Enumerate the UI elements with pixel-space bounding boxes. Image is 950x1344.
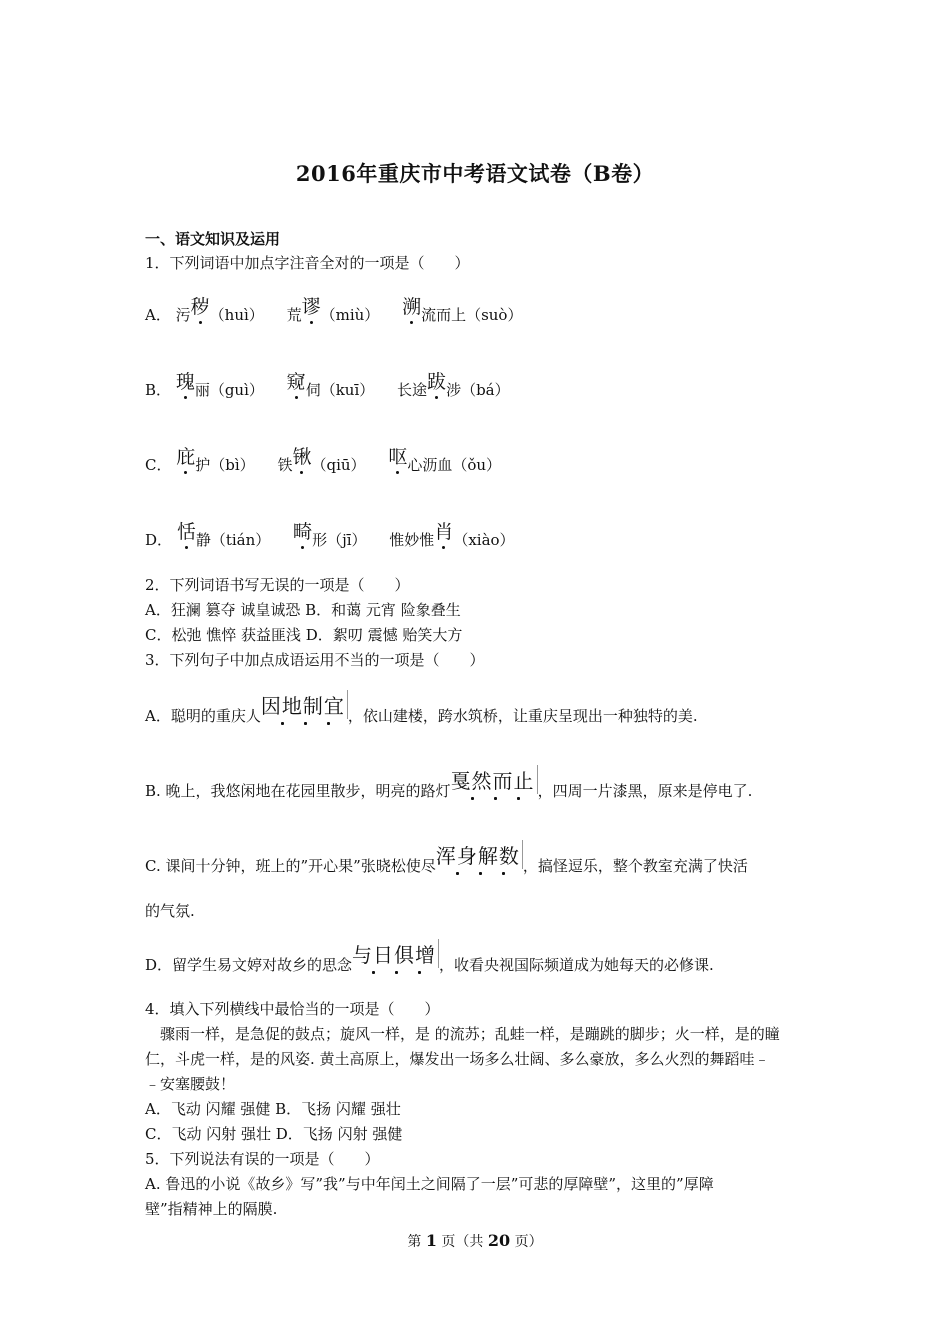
option-label: D． bbox=[145, 531, 173, 549]
page-total: 20 bbox=[487, 1231, 511, 1250]
option-label: C． bbox=[145, 456, 172, 474]
q1-option-b: B． 瑰丽（guì） 窥伺（kuī） 长途跋涉（bá） bbox=[145, 367, 528, 400]
q4-passage-line-3: ﹣安塞腰鼓！ bbox=[145, 1075, 236, 1093]
dotted-char: 肖 bbox=[434, 517, 453, 544]
q3-option-b: B. 晚上，我悠闲地在花园里散步，明亮的路灯戛然而止 ，四周一片漆黑，原来是停电了. bbox=[145, 765, 752, 801]
q3-option-c-continuation: 的气氛. bbox=[145, 902, 195, 920]
section-heading: 一、语文知识及运用 bbox=[145, 230, 281, 248]
q3-option-a: A．聪明的重庆人因地制宜 ，依山建楼，跨水筑桥，让重庆呈现出一种独特的美. bbox=[145, 690, 698, 726]
dotted-char: 窥 bbox=[287, 367, 306, 394]
q2-options-row-2: C．松弛 憔悴 获益匪浅 D．絮叨 震憾 贻笑大方 bbox=[145, 626, 463, 644]
q4-options-row-2: C．飞动 闪射 强壮 D．飞扬 闪射 强健 bbox=[145, 1125, 403, 1143]
dotted-char: 谬 bbox=[302, 292, 321, 319]
dotted-idiom: 戛然而止 bbox=[451, 765, 538, 794]
question-4-stem: 4．填入下列横线中最恰当的一项是（ ） bbox=[145, 1000, 440, 1018]
dotted-idiom: 因地制宜 bbox=[261, 690, 348, 719]
q1-option-d: D． 恬静（tián） 畸形（jī） 惟妙惟肖（xiào） bbox=[145, 517, 533, 550]
q3-option-c: C. 课间十分钟，班上的”开心果”张晓松使尽浑身解数 ，搞怪逗乐，整个教室充满了快活 bbox=[145, 840, 748, 876]
dotted-char: 呕 bbox=[388, 442, 407, 469]
q5-option-a-line-2: 壁”指精神上的隔膜. bbox=[145, 1200, 278, 1218]
question-5-stem: 5．下列说法有误的一项是（ ） bbox=[145, 1150, 380, 1168]
page-footer: 第 1 页（共 20 页） bbox=[407, 1231, 543, 1250]
dotted-char: 锹 bbox=[292, 442, 311, 469]
dotted-char: 瑰 bbox=[176, 367, 195, 394]
q1-option-c: C． 庇护（bì） 铁锹（qiū） 呕心沥血（ǒu） bbox=[145, 442, 519, 475]
q5-option-a-line-1: A. 鲁迅的小说《故乡》写”我”与中年闰土之间隔了一层”可悲的厚障壁”，这里的”厚障 bbox=[145, 1175, 714, 1193]
dotted-char: 畸 bbox=[293, 517, 312, 544]
q4-passage-line-1: 骤雨一样，是急促的鼓点；旋风一样，是 的流苏；乱蛙一样，是蹦跳的脚步；火一样，是的瞳 bbox=[145, 1025, 780, 1043]
dotted-char: 恬 bbox=[177, 517, 196, 544]
dotted-char: 秽 bbox=[191, 292, 210, 319]
q3-option-d: D．留学生易文婷对故乡的思念与日俱增 ，收看央视国际频道成为她每天的必修课. bbox=[145, 939, 714, 975]
q4-passage-line-2: 仁，斗虎一样，是的风姿. 黄土高原上，爆发出一场多么壮阔、多么豪放，多么火烈的舞蹈哇﹣ bbox=[145, 1050, 770, 1068]
dotted-idiom: 与日俱增 bbox=[352, 939, 439, 968]
question-2-stem: 2．下列词语书写无误的一项是（ ） bbox=[145, 576, 410, 594]
option-label: B． bbox=[145, 381, 172, 399]
q2-options-row-1: A．狂澜 篡夺 诚皇诚恐 B．和蔼 元宵 险象叠生 bbox=[145, 601, 461, 619]
page-title: 2016年重庆市中考语文试卷（B卷） bbox=[295, 161, 655, 186]
page-number: 1 bbox=[425, 1231, 437, 1250]
q1-option-a: A． 污秽（huì） 荒谬（miù） 溯流而上（suò） bbox=[145, 292, 540, 325]
dotted-char: 跋 bbox=[427, 367, 446, 394]
question-1-stem: 1．下列词语中加点字注音全对的一项是（ ） bbox=[145, 254, 470, 272]
question-3-stem: 3．下列句子中加点成语运用不当的一项是（ ） bbox=[145, 651, 485, 669]
dotted-char: 溯 bbox=[402, 292, 421, 319]
dotted-idiom: 浑身解数 bbox=[436, 840, 523, 869]
dotted-char: 庇 bbox=[176, 442, 195, 469]
q4-options-row-1: A．飞动 闪耀 强健 B．飞扬 闪耀 强壮 bbox=[145, 1100, 401, 1118]
option-label: A． bbox=[145, 306, 171, 324]
